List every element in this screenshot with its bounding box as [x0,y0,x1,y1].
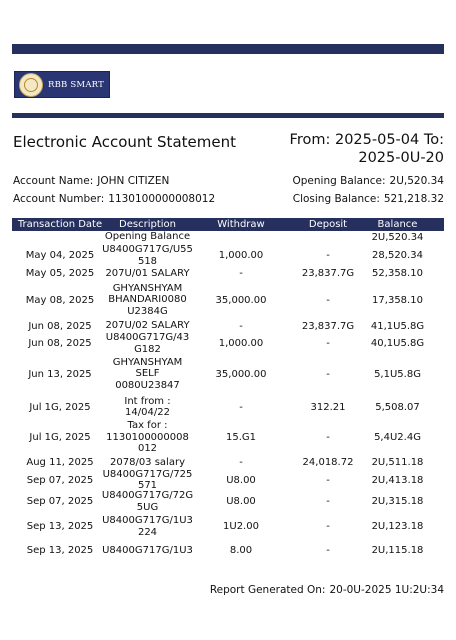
row-withdraw: 35,000.00 [215,368,267,380]
header-top-bar [12,44,444,54]
row-description-line: 207U/01 SALARY [105,267,190,279]
row-description [97,540,198,561]
header-balance: Balance [377,219,418,230]
row-description [97,513,198,540]
row-description [97,319,198,333]
row-description-line: U8400G717G/1U3 [102,544,193,556]
bank-logo-text: RBB SMART [48,79,104,90]
row-date: May 04, 2025 [25,250,95,261]
row-description-line: U8400G717G/725 [102,468,193,480]
header-divider-bar [12,113,444,118]
account-number [13,193,215,205]
row-balance: 2U,520.34 [371,231,424,243]
table-row [12,319,444,333]
row-balance: 40,1U5.8G [370,338,425,349]
row-withdraw: - [239,457,243,468]
row-description-line: U8400G717G/43 [105,332,190,343]
row-withdraw: 8.00 [229,545,253,556]
transactions-table-header [12,218,444,231]
account-name [13,175,169,187]
row-description-line: U8400G717G/1U3 [102,515,193,526]
row-balance: 2U,413.18 [371,474,424,486]
row-withdraw: U8.00 [226,474,256,486]
row-description-line: 571 [137,480,158,491]
row-description [97,266,198,281]
table-row [12,245,444,266]
closing-balance-label: Closing Balance: [292,193,380,205]
row-description-line: G182 [134,343,161,355]
row-description-line: U2384G [127,305,168,317]
statement-title: Electronic Account Statement [13,133,236,151]
closing-balance [293,193,444,205]
row-withdraw: 1U2.00 [223,521,259,532]
table-row [12,455,444,470]
row-description-line: U8400G717G/72G [101,490,194,501]
row-description-line: SELF [135,368,160,380]
header-deposit: Deposit [308,219,348,230]
row-date: May 08, 2025 [25,294,95,306]
row-withdraw: - [239,401,243,413]
row-date: Jul 1G, 2025 [29,432,91,443]
row-deposit: - [326,294,330,306]
row-deposit: - [326,521,330,532]
report-generated-label: Report Generated On: [209,584,326,596]
row-date: Jun 13, 2025 [28,368,92,380]
row-date: Jun 08, 2025 [28,320,92,332]
report-generated [210,584,444,596]
table-row [12,231,444,243]
row-description-line: 0080U23847 [115,379,180,391]
row-balance: 52,358.10 [372,268,423,279]
row-balance: 2U,115.18 [371,545,424,556]
table-row [12,333,444,354]
row-description-line: 5UG [136,501,159,513]
row-description-line: Tax for : [127,420,168,432]
row-description-line: 518 [137,255,158,267]
account-name-label: Account Name: [13,175,94,187]
row-date: Sep 07, 2025 [26,496,94,507]
table-row [12,470,444,490]
account-name-value: JOHN CITIZEN [97,175,170,187]
row-date: Jul 1G, 2025 [29,401,91,413]
opening-balance-label: Opening Balance: [292,175,386,187]
header-withdraw: Withdraw [217,219,265,230]
row-description-line: GHYANSHYAM [112,282,183,294]
row-description [97,245,198,266]
row-description-line: Opening Balance [104,231,191,243]
row-deposit: 312.21 [310,401,346,413]
row-withdraw: 35,000.00 [215,294,267,306]
row-withdraw: 15.G1 [225,432,256,443]
row-date: May 05, 2025 [25,268,95,279]
row-date: Jun 08, 2025 [28,338,92,349]
row-balance: 28,520.34 [372,250,423,261]
row-description-line: 2078/03 salary [110,456,185,468]
row-deposit: - [326,474,330,486]
statement-period-line2: 2025-0U-20 [358,150,444,166]
row-date [12,231,108,243]
row-balance: 2U,315.18 [371,496,424,507]
row-description [97,490,198,513]
report-generated-value: 20-0U-2025 1U:2U:34 [329,584,444,596]
account-number-value: 1130100000008012 [108,193,216,205]
row-deposit: - [326,545,330,556]
row-deposit: - [326,432,330,443]
table-row [12,513,444,540]
row-deposit: - [326,338,330,349]
row-withdraw: - [239,268,243,279]
row-deposit: 24,018.72 [302,457,354,468]
row-balance: 17,358.10 [372,294,423,306]
row-description-line: 207U/02 SALARY [105,320,190,332]
row-deposit: - [326,496,330,507]
row-balance: 5,508.07 [375,401,420,413]
row-description-line: U8400G717G/U55 [102,244,193,255]
row-description [97,394,198,420]
table-row [12,266,444,281]
row-withdraw: 1,000.00 [218,338,264,349]
statement-period [290,131,444,167]
row-balance: 2U,123.18 [371,521,424,532]
row-description-line: 1130100000008 [106,431,189,443]
table-row [12,354,444,394]
row-balance: 41,1U5.8G [370,320,425,332]
row-deposit: 23,837.7G [301,320,355,332]
row-deposit: 23,837.7G [301,268,355,279]
opening-balance-value: 2U,520.34 [389,175,444,187]
table-row [12,540,444,561]
row-description-line: 14/04/22 [125,407,170,418]
row-balance: 5,1U5.8G [374,368,421,380]
closing-balance-value: 521,218.32 [383,193,444,205]
table-row [12,420,444,455]
header-transaction-date: Transaction Date [17,219,103,230]
bank-seal-icon [19,73,43,97]
bank-logo [14,71,110,98]
row-description [97,231,198,243]
row-withdraw: - [239,320,243,332]
row-withdraw: 1,000.00 [218,250,264,261]
table-row [12,490,444,513]
row-balance: 5,4U2.4G [374,432,421,443]
table-row [12,394,444,420]
row-deposit: - [326,250,330,261]
row-deposit: - [326,368,330,380]
row-description [97,354,198,394]
row-description [97,333,198,354]
row-date: Sep 07, 2025 [26,474,94,486]
table-row [12,281,444,319]
row-withdraw: U8.00 [226,496,256,507]
row-description [97,281,198,319]
row-description-line: GHYANSHYAM [112,356,183,368]
row-description-line: BHANDARI0080 [108,294,187,306]
account-number-label: Account Number: [13,193,105,205]
row-description-line: 224 [137,526,158,538]
row-date: Sep 13, 2025 [26,545,94,556]
row-description-line: 012 [137,443,158,455]
row-description-line: Int from : [124,395,171,407]
row-description [97,420,198,455]
row-date: Aug 11, 2025 [26,457,94,468]
statement-period-line1: From: 2025-05-04 To: [289,132,444,148]
row-description [97,470,198,490]
opening-balance [293,175,445,187]
row-balance: 2U,511.18 [371,457,424,468]
row-date: Sep 13, 2025 [26,521,94,532]
header-description: Description [119,219,176,230]
